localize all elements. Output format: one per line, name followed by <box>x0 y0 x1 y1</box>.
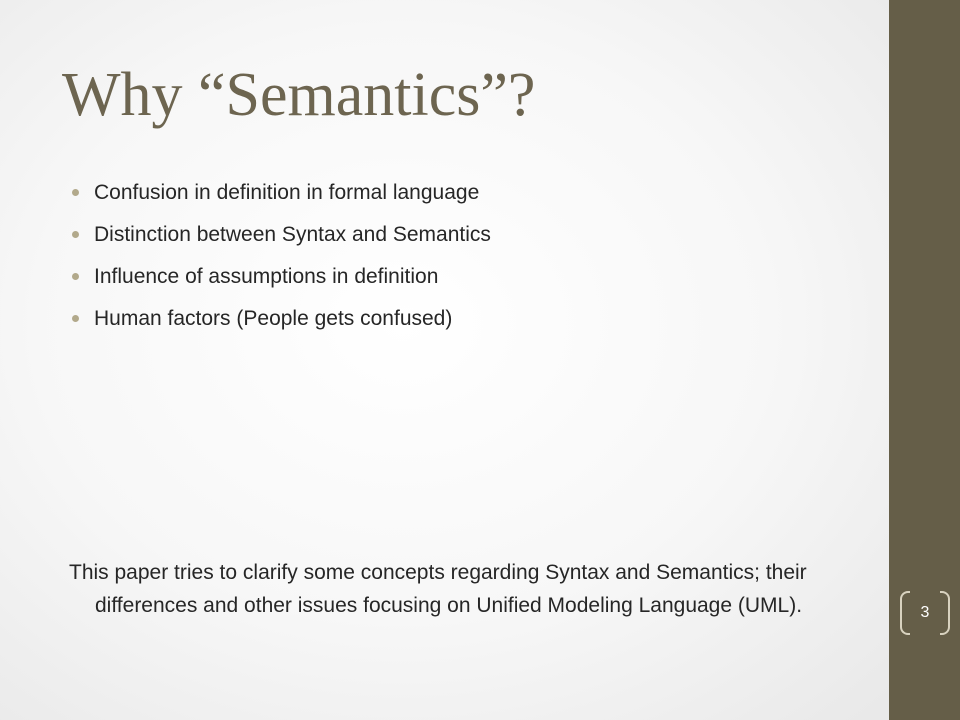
bullet-list <box>70 172 491 340</box>
bullet-item <box>70 256 491 298</box>
bullet-icon <box>72 189 79 196</box>
page-number: 3 <box>920 604 930 621</box>
bullet-text: Distinction between Syntax and Semantics <box>94 223 491 246</box>
bullet-item <box>70 214 491 256</box>
bullet-text: Confusion in definition in formal language <box>94 181 480 204</box>
bullet-text: Influence of assumptions in definition <box>94 265 439 288</box>
bullet-item <box>70 172 491 214</box>
bullet-icon <box>72 273 79 280</box>
bullet-text: Human factors (People gets confused) <box>94 307 453 330</box>
bullet-icon <box>72 231 79 238</box>
slide-title: Why “Semantics”? <box>62 61 536 129</box>
bullet-icon <box>72 315 79 322</box>
bullet-item <box>70 298 491 340</box>
page-number-badge <box>900 591 950 635</box>
summary-paragraph: This paper tries to clarify some concepts regarding Syntax and Semantics; their differences and other issues focusing on Unified Modeling Language (UML). <box>69 561 807 617</box>
